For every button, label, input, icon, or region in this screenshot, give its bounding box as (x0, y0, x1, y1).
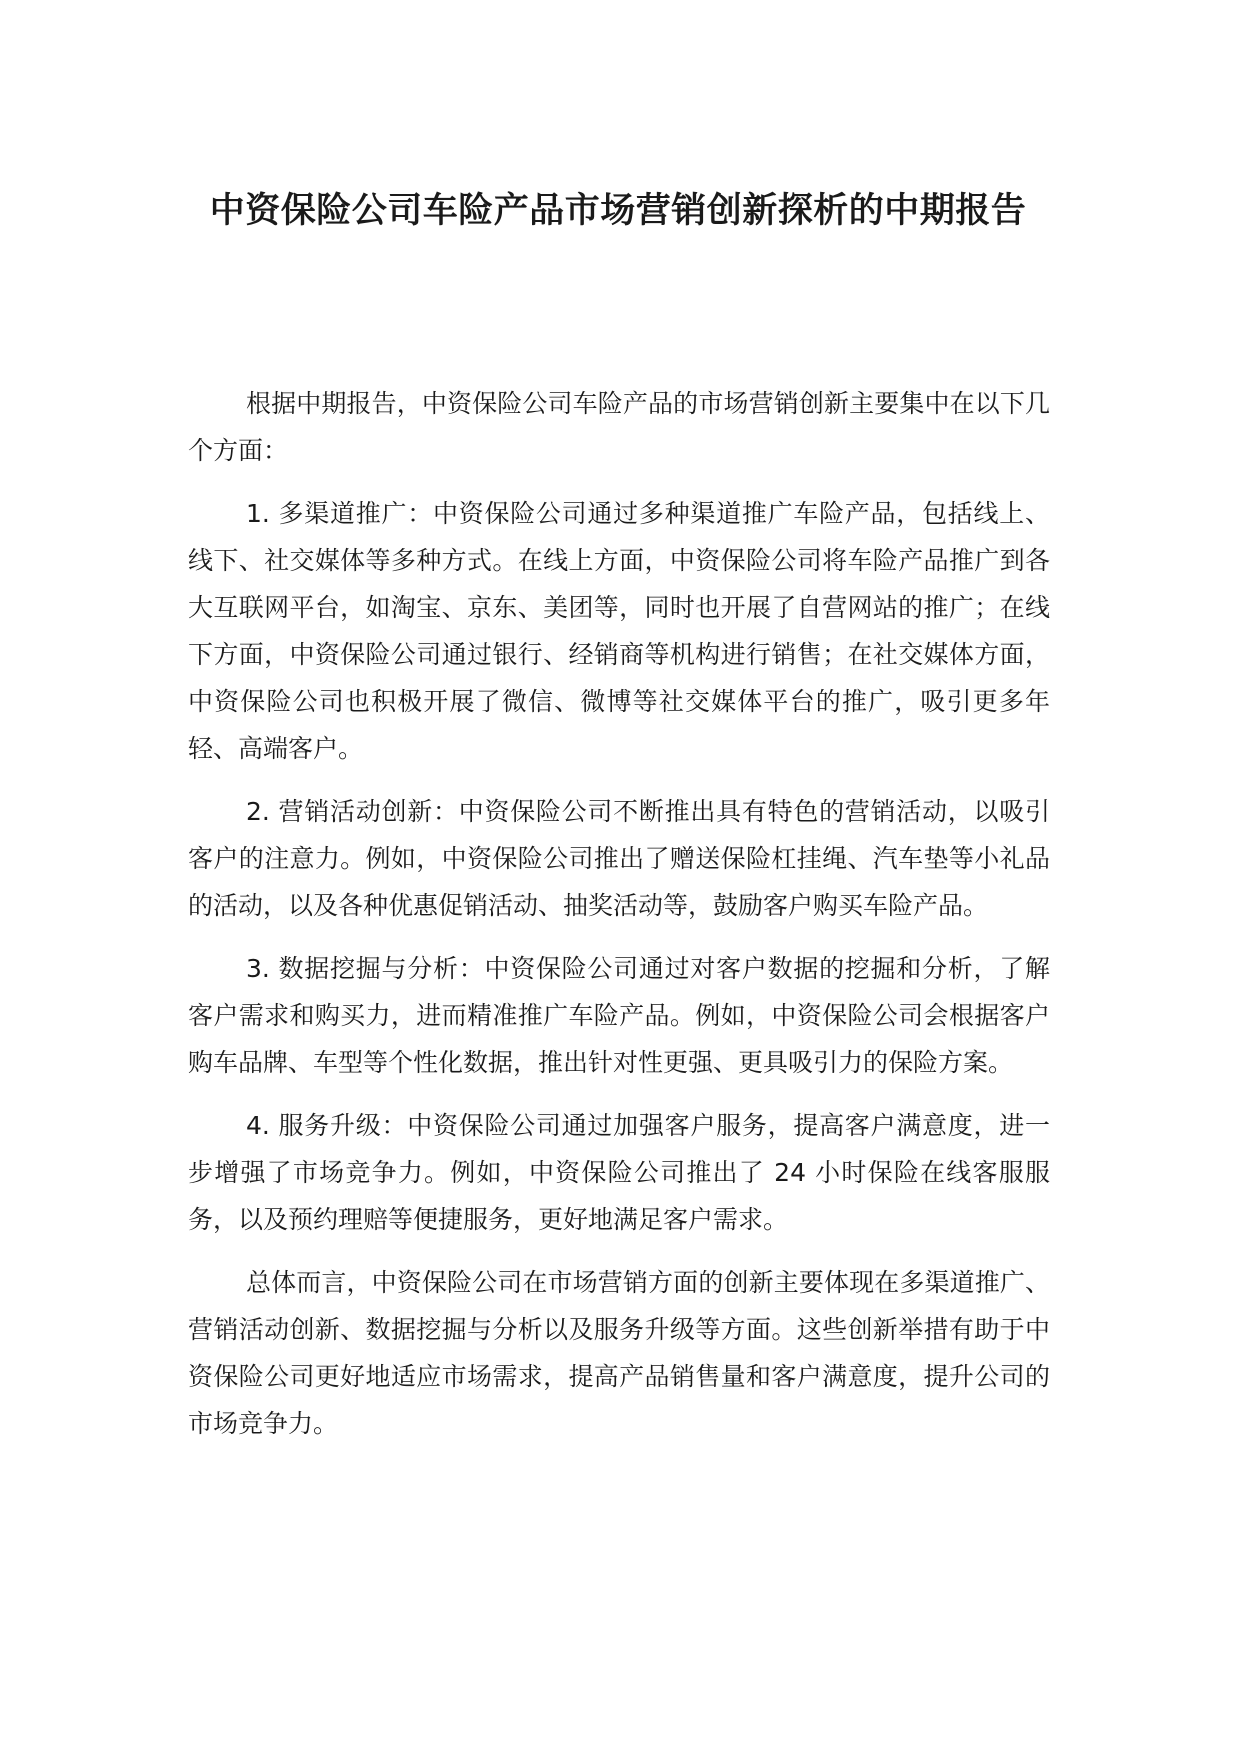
paragraph-intro: 根据中期报告，中资保险公司车险产品的市场营销创新主要集中在以下几个方面： (188, 389, 1050, 465)
paragraph-marketing-activities: 2. 营销活动创新：中资保险公司不断推出具有特色的营销活动，以吸引客户的注意力。例如，中资保险公司推出了赠送保险杠挂绳、汽车垫等小礼品的活动，以及各种优惠促销活动、抽奖活动等，鼓励客户购买车险产品。 (188, 797, 1050, 920)
paragraph-multichannel: 1. 多渠道推广：中资保险公司通过多种渠道推广车险产品，包括线上、线下、社交媒体等多种方式。在线上方面，中资保险公司将车险产品推广到各大互联网平台，如淘宝、京东、美团等，同时也开展了自营网站的推广；在线下方面，中资保险公司通过银行、经销商等机构进行销售；在社交媒体方面，中资保险公司也积极开展了微信、微博等社交媒体平台的推广，吸引更多年轻、高端客户。 (188, 499, 1050, 763)
paragraph-conclusion: 总体而言，中资保险公司在市场营销方面的创新主要体现在多渠道推广、营销活动创新、数据挖掘与分析以及服务升级等方面。这些创新举措有助于中资保险公司更好地适应市场需求，提高产品销售量和客户满意度，提升公司的市场竞争力。 (188, 1268, 1050, 1438)
document-body (188, 380, 1050, 1463)
document-title: 中资保险公司车险产品市场营销创新探析的中期报告 (209, 191, 1027, 231)
paragraph-service-upgrade: 4. 服务升级：中资保险公司通过加强客户服务，提高客户满意度，进一步增强了市场竞争力。例如，中资保险公司推出了 24 小时保险在线客服服务，以及预约理赔等便捷服务，更好地满足客户需求。 (188, 1111, 1050, 1234)
paragraph-data-mining: 3. 数据挖掘与分析：中资保险公司通过对客户数据的挖掘和分析，了解客户需求和购买力，进而精准推广车险产品。例如，中资保险公司会根据客户购车品牌、车型等个性化数据，推出针对性更强、更具吸引力的保险方案。 (188, 954, 1050, 1077)
